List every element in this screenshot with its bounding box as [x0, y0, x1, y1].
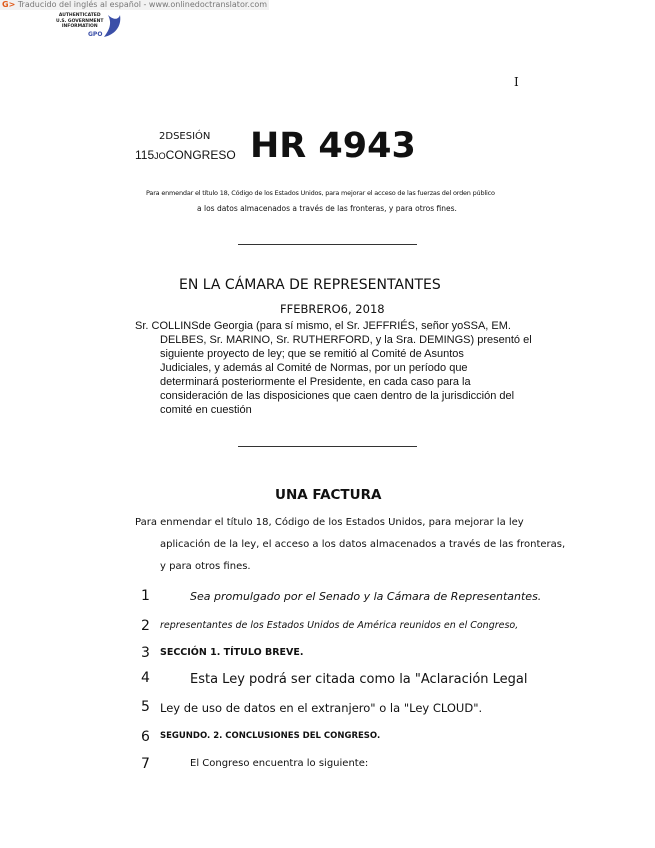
line-number: 7: [141, 756, 150, 772]
bill-line-text: El Congreso encuentra lo siguiente:: [190, 758, 369, 769]
bill-title: UNA FACTURA: [275, 487, 382, 503]
intro-date: FFEBRERO6, 2018: [280, 302, 385, 316]
eagle-icon: [100, 11, 128, 41]
sponsors-line: consideración de las disposiciones que caen dentro de la jurisdicción del: [160, 390, 515, 402]
sponsors-line: Sr. COLLINSde Georgia (para sí mismo, el Sr. JEFFRIÉS, señor yoSSA, EM.: [135, 320, 511, 332]
sponsors-line: Judiciales, y además al Comité de Normas, por un período que: [160, 362, 468, 374]
page-mark: I: [514, 75, 519, 89]
gpo-logo: AUTHENTICATED U.S. GOVERNMENT INFORMATION: [56, 13, 104, 29]
bill-number: HR 4943: [250, 126, 416, 166]
bill-line-text: Esta Ley podrá ser citada como la "Aclaración Legal: [190, 672, 528, 687]
divider: [238, 244, 417, 245]
house-title: EN LA CÁMARA DE REPRESENTANTES: [179, 277, 441, 293]
sponsors-line: siguiente proyecto de ley; que se remitió al Comité de Asuntos: [160, 348, 464, 360]
translator-icon: G>: [2, 0, 16, 9]
bill-line-text: SECCIÓN 1. TÍTULO BREVE.: [160, 647, 304, 658]
purpose-line: Para enmendar el título 18, Código de los Estados Unidos, para mejorar la ley: [135, 517, 524, 528]
line-number: 3: [141, 645, 150, 661]
session-label: 2DSESIÓN: [159, 131, 211, 142]
congress-label: 115JOCONGRESO: [135, 148, 236, 162]
translator-banner[interactable]: [0, 0, 269, 10]
bill-line-text: representantes de los Estados Unidos de América reunidos en el Congreso,: [160, 620, 519, 631]
bill-line-text: Ley de uso de datos en el extranjero" o la "Ley CLOUD".: [160, 701, 483, 715]
sponsors-line: determinará posteriormente el Presidente, en cada caso para la: [160, 376, 471, 388]
line-number: 5: [141, 699, 150, 715]
line-number: 6: [141, 729, 150, 745]
summary-line: Para enmendar el título 18, Código de los Estados Unidos, para mejorar el acceso de las fuerzas del orden público: [146, 189, 495, 197]
bill-line-text: Sea promulgado por el Senado y la Cámara de Representantes.: [190, 590, 542, 603]
sponsors-line: DELBES, Sr. MARINO, Sr. RUTHERFORD, y la Sra. DEMINGS) presentó el: [160, 334, 532, 346]
line-number: 2: [141, 618, 150, 634]
purpose-line: aplicación de la ley, el acceso a los datos almacenados a través de las fronteras,: [160, 539, 566, 550]
gpo-text: GPO: [88, 31, 103, 38]
line-number: 1: [141, 588, 150, 604]
purpose-line: y para otros fines.: [160, 561, 251, 572]
banner-text: Traducido del inglés al español - www.onlinedoctranslator.com: [17, 0, 268, 9]
sponsors-line: comité en cuestión: [160, 404, 252, 416]
summary-line: a los datos almacenados a través de las fronteras, y para otros fines.: [197, 204, 457, 213]
bill-line-text: SEGUNDO. 2. CONCLUSIONES DEL CONGRESO.: [160, 731, 381, 741]
line-number: 4: [141, 670, 150, 686]
divider: [238, 446, 417, 447]
